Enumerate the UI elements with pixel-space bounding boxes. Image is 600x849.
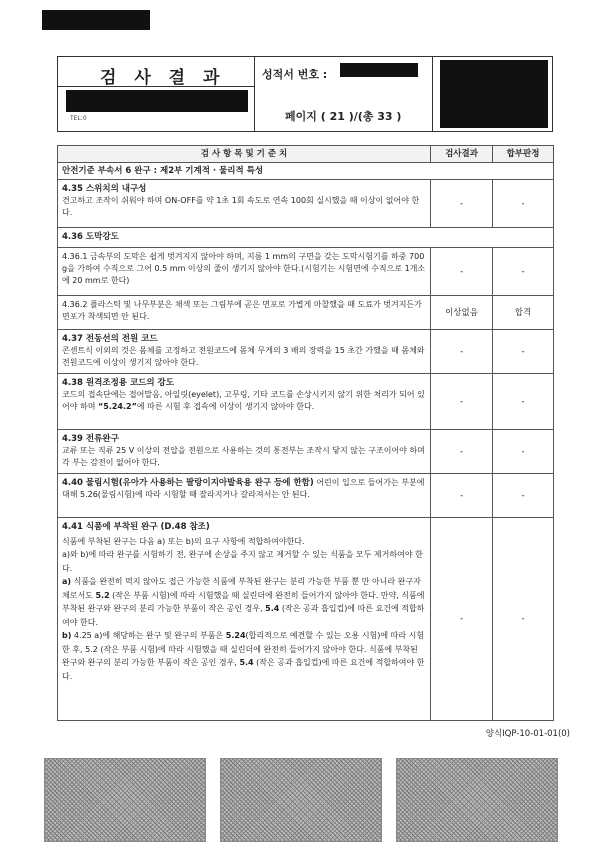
result-cell: -	[431, 248, 493, 296]
redacted-stamp-block	[440, 60, 548, 128]
table-row	[58, 248, 554, 296]
result-cell: -	[431, 180, 493, 228]
table-row	[58, 374, 554, 430]
list-marker: b)	[62, 631, 72, 640]
item-body: 4.36.1 금속부의 도막은 쉽게 벗겨지지 않아야 하며, 지름 1 mm의 구면을 갖는 도막시험기를 하중 700 g을 가하여 수직으로 그어 0.5 mm 이상의 줄이 생기지 않아야 한다.(시험기는 시험면에 수직으로 1개소에 20 mm로 한다)	[62, 252, 426, 285]
result-cell: -	[431, 330, 493, 374]
pass-cell: 합격	[493, 296, 554, 330]
clause-reference: “5.24.2”	[98, 402, 137, 411]
pass-cell: -	[493, 248, 554, 296]
item-body-text: 식품을 완전히 먹지 않아도 접근 가능한 식품에 부착된 완구는 분리 가능한 부품 뿐 만 아니라 완구자체로서도	[62, 577, 421, 600]
section-row	[58, 163, 554, 180]
item-body	[62, 575, 426, 629]
item-cell	[58, 374, 431, 430]
item-body-text: (합리적으로 예견할 수 있는 오용 시험)에 따라 시험한 후, 5.2 (작은 부품 시험)에 따라 시험했을 때 실린더에 완전히 들어가지 않아야 한다. 식품에 부착된 완구와 완구의 분리 가능한 부품이 작은 공인 경우,	[62, 631, 425, 667]
item-cell	[58, 330, 431, 374]
header-divider-vertical	[254, 56, 255, 132]
item-cell	[58, 296, 431, 330]
page-number: 페이지 ( 21 )/(총 33 )	[285, 110, 402, 123]
item-title: 4.40 물림시험(유아가 사용하는 팔랑이지아발육용 완구 등에 한함)	[62, 478, 314, 488]
result-cell: -	[431, 430, 493, 474]
header-pass: 합부판정	[493, 146, 554, 163]
result-cell: -	[431, 374, 493, 430]
item-title: 4.37 전동선의 전원 코드	[62, 334, 158, 344]
item-body	[62, 389, 426, 413]
item-cell	[58, 228, 554, 248]
clause-reference: 5.4	[265, 604, 280, 613]
item-cell	[58, 518, 431, 721]
item-body: 교류 또는 직류 25 V 이상의 전압을 전원으로 사용하는 것의 통전부는 조작시 닿지 않는 구조이어야 하며 각 부는 감전이 없어야 한다.	[62, 446, 425, 467]
item-body-text: (작은 공과 흡입컵)에 따른 요건에 적합하여야 한다.	[62, 658, 425, 681]
item-cell	[58, 474, 431, 518]
item-title: 4.36 도막강도	[62, 232, 119, 242]
item-cell	[58, 430, 431, 474]
obscured-stamp-center	[220, 758, 382, 842]
table-row	[58, 296, 554, 330]
page-title: 검 사 결 과	[100, 68, 226, 88]
item-body-text: 코드의 접속단에는 접어말음, 아일릿(eyelet), 고무링, 기타 코드를 손상시키지 않기 위한 처리가 되어 있어야 하며	[62, 390, 425, 411]
item-cell	[58, 180, 431, 228]
result-cell: -	[431, 518, 493, 721]
section-title: 안전기준 부속서 6 완구 : 제2부 기계적 · 물리적 특성	[58, 163, 554, 180]
item-title: 4.35 스위치의 내구성	[62, 184, 147, 194]
item-body: 식품에 부착된 완구는 다음 a) 또는 b)의 요구 사항에 적합하여야한다.	[62, 536, 305, 546]
certificate-number-label: 성적서 번호 :	[262, 68, 328, 81]
item-body: 콘센트식 이외의 것은 몸체를 고정하고 전원코드에 몸체 무게의 3 배의 장력을 15 초간 가했을 때 몸체와 전원코드에 이상이 생기지 않아야 한다.	[62, 346, 425, 367]
item-body-text: (작은 부품 시험)에 따라 시험했을 때 실린더에 완전히 들어가지 않아야 한다. 만약, 식품에 부착된 완구와 완구의 분리 가능한 부품이 작은 공인 경우,	[62, 590, 425, 613]
item-title: 4.38 원격조정용 코드의 강도	[62, 378, 174, 388]
item-body-text: 에 따른 시험 후 접속에 이상이 생기지 않아야 한다.	[136, 402, 315, 411]
table-header-row	[58, 146, 554, 163]
item-title: 4.39 전류완구	[62, 434, 119, 444]
item-body: a)와 b)에 따라 완구를 시험하기 전, 완구에 손상을 주지 않고 제거할 수 있는 식품을 모두 제거하여야 한다.	[62, 550, 423, 573]
obscured-stamp-left	[44, 758, 206, 842]
redacted-certificate-number	[340, 63, 418, 77]
clause-reference: 5.4	[239, 658, 254, 667]
pass-cell: -	[493, 474, 554, 518]
header-result: 검사결과	[431, 146, 493, 163]
inspection-table	[57, 145, 554, 721]
redacted-block-top	[42, 10, 150, 30]
table-row	[58, 474, 554, 518]
list-marker: a)	[62, 577, 72, 586]
obscured-stamp-right	[396, 758, 558, 842]
contact-fragment: TEL:0	[70, 115, 87, 122]
item-cell	[58, 248, 431, 296]
header-divider-right	[432, 56, 433, 132]
result-cell: -	[431, 474, 493, 518]
pass-cell: -	[493, 180, 554, 228]
result-cell: 이상없음	[431, 296, 493, 330]
item-body-text: (작은 공과 흡입컵)에 따른 요건에 적합하여야 한다.	[62, 604, 425, 627]
pass-cell: -	[493, 330, 554, 374]
pass-cell: -	[493, 518, 554, 721]
item-body-text: 4.25 a)에 해당하는 완구 및 완구의 부품은	[71, 631, 226, 640]
clause-reference: 5.24	[225, 631, 246, 640]
table-row	[58, 430, 554, 474]
table-row	[58, 518, 554, 721]
item-body: 4.36.2 플라스틱 및 나무부분은 채색 또는 그림부에 곧은 면포로 가볍게 마찰했을 때 도료가 벗겨지든가 면포가 착색되면 안 된다.	[62, 300, 422, 321]
header-items: 검 사 항 목 및 기 준 치	[58, 146, 431, 163]
item-title: 4.41 식품에 부착된 완구 (D.48 참조)	[62, 522, 210, 532]
pass-cell: -	[493, 430, 554, 474]
table-row	[58, 330, 554, 374]
form-code: 양식IQP-10-01-01(0)	[485, 729, 570, 739]
table-row	[58, 180, 554, 228]
item-body: 어린이 입으로 들어가는 부분에 대해 5.26(물림시험)에 따라 시험할 때 잘라지거나 갈라져서는 안 된다.	[62, 478, 425, 499]
clause-reference: 5.2	[95, 590, 110, 600]
pass-cell: -	[493, 374, 554, 430]
table-row	[58, 228, 554, 248]
item-body: 견고하고 조작이 쉬워야 하며 ON-OFF를 약 1초 1회 속도로 연속 100회 실시했을 때 이상이 없어야 한다.	[62, 196, 420, 217]
redacted-company-name	[66, 90, 248, 112]
item-body	[62, 629, 426, 683]
